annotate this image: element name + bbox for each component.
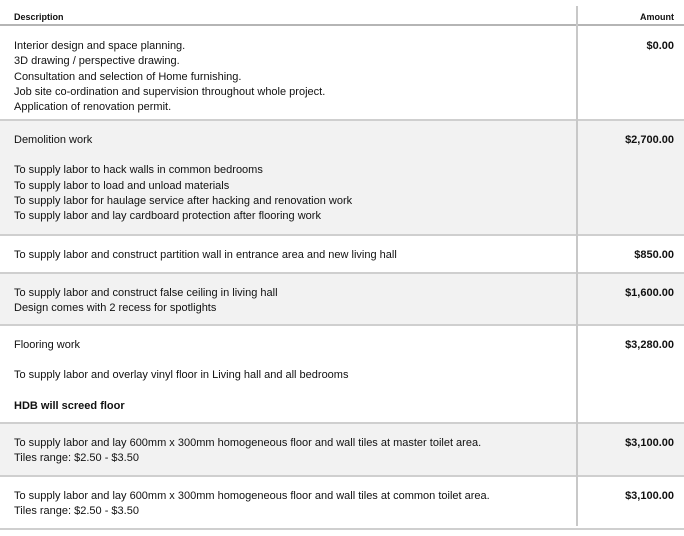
section-title: Flooring work — [14, 339, 81, 351]
description-line: To supply labor and lay 600mm x 300mm homogeneous floor and wall tiles at common toilet area. — [14, 490, 490, 502]
table-row — [0, 274, 684, 326]
row-description — [14, 133, 569, 224]
row-description — [14, 248, 569, 263]
amount-column-header: Amount — [640, 12, 674, 22]
row-amount: $2,700.00 — [625, 134, 674, 146]
description-line: Job site co-ordination and supervision throughout whole project. — [14, 85, 326, 98]
description-line: Application of renovation permit. — [14, 101, 172, 114]
row-amount: $1,600.00 — [625, 287, 674, 299]
description-line: Tiles range: $2.50 - $3.50 — [14, 452, 139, 465]
description-note: HDB will screed floor — [14, 399, 125, 412]
row-amount: $850.00 — [634, 249, 674, 261]
table-header — [0, 0, 684, 26]
description-line: To supply labor and lay 600mm x 300mm homogeneous floor and wall tiles at master toilet area. — [14, 437, 482, 449]
table-row — [0, 424, 684, 477]
table-row — [0, 236, 684, 274]
row-description — [14, 39, 569, 115]
description-column-header: Description — [14, 12, 64, 22]
row-amount: $3,100.00 — [625, 490, 674, 502]
table-row — [0, 26, 684, 121]
description-line: To supply labor and construct false ceiling in living hall — [14, 287, 278, 299]
description-line: To supply labor and construct partition wall in entrance area and new living hall — [14, 249, 397, 261]
row-description — [14, 338, 569, 414]
row-description — [14, 436, 569, 467]
column-divider — [576, 6, 578, 526]
section-title: Demolition work — [14, 134, 93, 146]
table-row — [0, 121, 684, 236]
description-line: To supply labor and lay cardboard protection after flooring work — [14, 210, 321, 223]
row-amount: $0.00 — [646, 40, 674, 52]
description-line: Interior design and space planning. — [14, 40, 186, 52]
description-line: Design comes with 2 recess for spotlights — [14, 302, 217, 315]
row-amount: $3,280.00 — [625, 339, 674, 351]
description-line: To supply labor and overlay vinyl floor in Living hall and all bedrooms — [14, 369, 349, 382]
row-description — [14, 286, 569, 317]
description-line: To supply labor to load and unload materials — [14, 179, 230, 192]
description-line: To supply labor for haulage service after hacking and renovation work — [14, 194, 353, 207]
table-row — [0, 326, 684, 424]
row-description — [14, 489, 569, 520]
description-line: To supply labor to hack walls in common bedrooms — [14, 164, 263, 177]
table-row — [0, 477, 684, 530]
description-line: Tiles range: $2.50 - $3.50 — [14, 505, 139, 518]
description-line: Consultation and selection of Home furnishing. — [14, 70, 242, 83]
description-line: 3D drawing / perspective drawing. — [14, 55, 180, 68]
row-amount: $3,100.00 — [625, 437, 674, 449]
